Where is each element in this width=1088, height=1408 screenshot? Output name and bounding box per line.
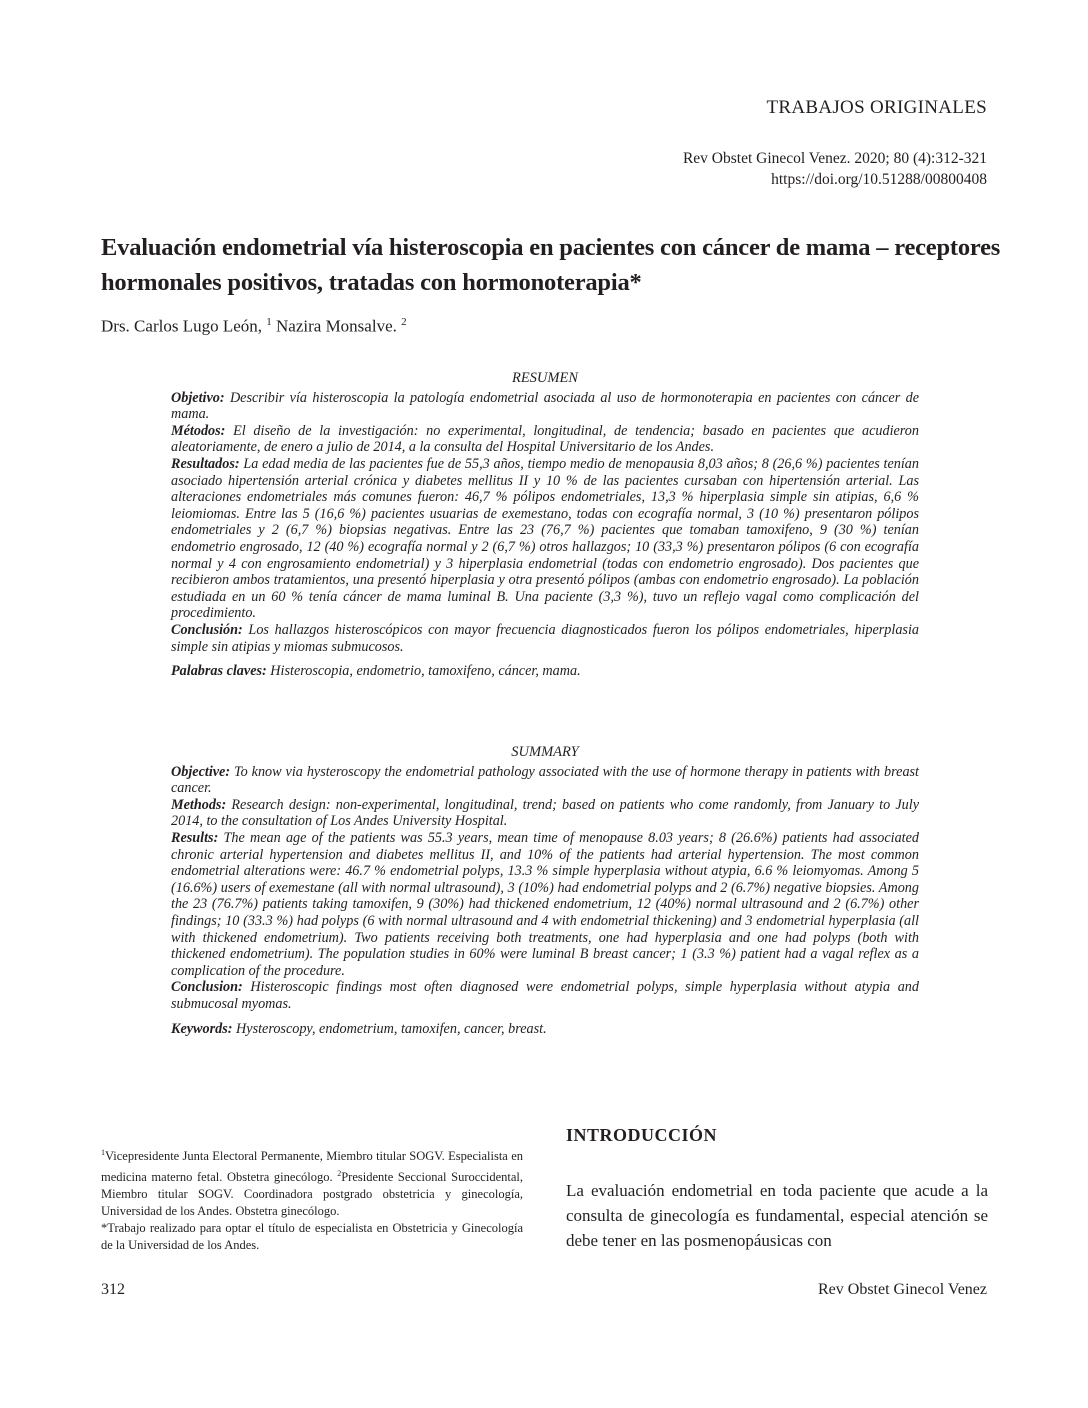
resumen-conclusion-label: Conclusión: [171, 621, 243, 638]
summary-heading: SUMMARY [511, 744, 579, 760]
journal-citation: Rev Obstet Ginecol Venez. 2020; 80 (4):312-321 [682, 150, 987, 167]
introduction-paragraph: La evaluación endometrial en toda paciente que acude a la consulta de ginecología es fundamental, especial atención se debe tener en las posmenopáusicas con [566, 1181, 988, 1250]
author-1-affiliation: 1 [266, 316, 272, 328]
resumen-resultados [171, 456, 919, 622]
summary-methods [171, 797, 919, 830]
summary-methods-text: Research design: non-experimental, longitudinal, trend; based on patients who come randomly, from January to July 2014, to the consultation of Los Andes University Hospital. [171, 796, 919, 830]
author-2: Nazira Monsalve. [271, 316, 402, 336]
resumen-objetivo-label: Objetivo: [171, 389, 225, 406]
footnote-marker-2: 2 [337, 1169, 342, 1179]
resumen-metodos-label: Métodos: [171, 422, 226, 439]
section-label: TRABAJOS ORIGINALES [766, 97, 987, 118]
summary-conclusion-text: Histeroscopic findings most often diagnosed were endometrial polyps, simple hyperplasia without atypia and submucosal myomas. [171, 979, 919, 1012]
resumen-keywords-text: Histeroscopia, endometrio, tamoxifeno, cáncer, mama. [266, 663, 581, 680]
doi-link[interactable]: https://doi.org/10.51288/00800408 [771, 171, 987, 188]
abstract-spanish [171, 370, 919, 680]
summary-keywords-label: Keywords: [171, 1020, 233, 1037]
author-2-affiliation: 2 [401, 316, 407, 328]
summary-conclusion-label: Conclusion: [171, 979, 243, 996]
resumen-keywords-label: Palabras claves: [171, 663, 267, 680]
resumen-objetivo [171, 390, 919, 423]
citation-block [683, 148, 987, 190]
resumen-resultados-label: Resultados: [171, 455, 240, 472]
summary-keywords-text: Hysteroscopy, endometrium, tamoxifen, cancer, breast. [232, 1020, 547, 1037]
summary-keywords [171, 1021, 919, 1038]
page-number: 312 [101, 1281, 125, 1298]
summary-objective-label: Objective: [171, 763, 231, 780]
resumen-objetivo-text: Describir vía histeroscopia la patología endometrial asociada al uso de hormonoterapia en pacientes con cáncer de mama. [171, 389, 919, 423]
author-1: Drs. Carlos Lugo León, [101, 316, 267, 336]
footer-journal: Rev Obstet Ginecol Venez [818, 1281, 987, 1298]
summary-results-label: Results: [171, 829, 219, 846]
author-list [101, 316, 407, 337]
summary-results-text: The mean age of the patients was 55.3 years, mean time of menopause 8.03 years; 8 (26.6%) patients had associated chronic arterial hypertension and diabetes mellitus II, and 10% of the patients had arterial hypertension. The most common endometrial alterations were: 46.7 % endometrial polyps, 13.3 % simple hyperplasia without atypia, 6.6 % leiomyomas. Among 5 (16.6%) users of exemestane (all with normal ultrasound), 3 (10%) had endometrial polyps and 2 (6.7%) negative biopsies. Among the 23 (76.7%) patients taking tamoxifen, 9 (30%) had thickened endometrium, 12 (40%) normal ultrasound and 2 (6.7%) other findings; 10 (33.3 %) had polyps (6 with normal ultrasound and 4 with endometrial thickening) and 3 endometrial hyperplasia (all with thickened endometrium). Two patients receiving both treatments, one had hyperplasia and one had polyps (both with thickened endometrium). The population studies in 60% were luminal B breast cancer; 1 (3.3 %) patient had a vagal reflex as a complication of the procedure. [171, 829, 919, 979]
summary-results [171, 830, 919, 979]
footnote-affiliation-1: Vicepresidente Junta Electoral Permanente, Miembro titular SOGV. Especialista en medicina materno fetal. Obstetra ginecólogo. [101, 1149, 523, 1185]
abstract-english [171, 744, 919, 1037]
affiliation-footnote [101, 1144, 523, 1254]
resumen-conclusion-text: Los hallazgos histeroscópicos con mayor frecuencia diagnosticados fueron los pólipos endometriales, hiperplasia simple sin atipias y miomas submucosos. [171, 621, 919, 655]
footnote-work-note: *Trabajo realizado para optar el título de especialista en Obstetricia y Ginecología de la Universidad de los Andes. [101, 1221, 523, 1253]
article-title: Evaluación endometrial vía histeroscopia en pacientes con cáncer de mama – receptores hormonales positivos, tratadas con hormonoterapia* [101, 234, 1001, 296]
affiliation-text [101, 1144, 523, 1220]
footnote-affiliation-2: Presidente Seccional Suroccidental, Miembro titular SOGV. Coordinadora postgrado obstetricia y ginecología, Universidad de los Andes. Obstetra ginecólogo. [101, 1170, 523, 1219]
resumen-metodos-text: El diseño de la investigación: no experimental, longitudinal, de tendencia; basado en pacientes que acudieron aleatoriamente, de enero a julio de 2014, a la consulta del Hospital Universitario de los Andes. [171, 422, 919, 456]
summary-objective [171, 764, 919, 797]
summary-methods-label: Methods: [171, 796, 227, 813]
introduction-heading: INTRODUCCIÓN [566, 1125, 718, 1145]
resumen-keywords [171, 663, 919, 680]
resumen-metodos [171, 423, 919, 456]
footnote-marker-1: 1 [101, 1148, 105, 1157]
summary-objective-text: To know via hysteroscopy the endometrial pathology associated with the use of hormone therapy in patients with breast cancer. [171, 763, 919, 797]
resumen-heading: RESUMEN [511, 370, 579, 386]
summary-conclusion [171, 979, 919, 1012]
resumen-resultados-text: La edad media de las pacientes fue de 55,3 años, tiempo medio de menopausia 8,03 años; 8 (26,6 %) pacientes tenían asociado hipertensión arterial crónica y diabetes mellitus II y 10 % de las pacientes cursaban con hipertensión arterial. Las alteraciones endometriales más comunes fueron: 46,7 % pólipos endometriales, 13,3 % hiperplasia simple sin atipias, 6,6 % leiomiomas. Entre las 5 (16,6 %) pacientes usuarias de exemestano, todas con ecografía normal, 3 (10 %) presentaron pólipos endometriales y 2 (6,7 %) biopsias negativas. Entre las 23 (76,7 %) pacientes que tomaban tamoxifeno, 9 (30 %) tenían endometrio engrosado, 12 (40 %) ecografía normal y 2 (6,7 %) otros hallazgos; 10 (33,3 %) presentaron pólipos (6 con ecografía normal y 4 con engrosamiento endometrial) y 3 hiperplasia endometrial (todas con endometrio engrosado). Dos pacientes que recibieron ambos tratamientos, una presentó hiperplasia y otra presentó pólipos (ambas con endometrio engrosado). La población estudiada en un 60 % tenía cáncer de mama luminal B. Una paciente (3,3 %), tuvo un reflejo vagal como complicación del procedimiento. [171, 455, 919, 622]
resumen-conclusion [171, 622, 919, 655]
